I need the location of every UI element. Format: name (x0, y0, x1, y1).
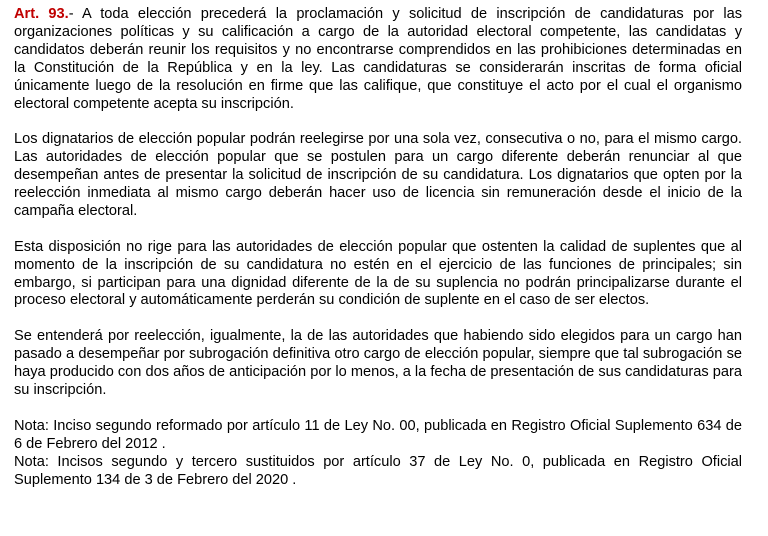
legal-document (14, 6, 742, 489)
article-number-label: Art. 93. (14, 6, 69, 22)
note-2: Nota: Incisos segundo y tercero sustituidos por artículo 37 de Ley No. 0, publicada en Registro Oficial Suplemento 134 de 3 de Febrero del 2020 . (14, 453, 742, 488)
article-paragraph-1 (14, 6, 742, 113)
notes-block (14, 418, 742, 490)
article-intro-text: - A toda elección precederá la proclamación y solicitud de inscripción de candidaturas por las organizaciones políticas y su calificación a cargo de la autoridad electoral competente, las candidatas y candidatos deberán reunir los requisitos y no encontrarse comprendidos en las prohibiciones determinadas en la Constitución de la República y en la ley. Las candidaturas se considerarán inscritas de forma oficial únicamente luego de la resolución en firme que las califique, que constituye el acto por el cual el organismo electoral competente acepta su inscripción. (14, 6, 742, 112)
note-1: Nota: Inciso segundo reformado por artículo 11 de Ley No. 00, publicada en Registro Oficial Suplemento 634 de 6 de Febrero del 2012 . (14, 417, 742, 452)
article-paragraph-2: Los dignatarios de elección popular podrán reelegirse por una sola vez, consecutiva o no, para el mismo cargo. Las autoridades de elección popular que se postulen para un cargo diferente deberán renunciar al que desempeñan antes de presentar la solicitud de inscripción de su candidatura. Los dignatarios que opten por la reelección inmediata al mismo cargo deberán hacer uso de licencia sin remuneración desde el inicio de la campaña electoral. (14, 131, 742, 219)
article-paragraph-3: Esta disposición no rige para las autoridades de elección popular que ostenten la calidad de suplentes que al momento de la inscripción de su candidatura no estén en el ejercicio de las funciones de principales; sin embargo, si participan para una dignidad diferente de la de su suplencia no podrán principalizarse durante el proceso electoral y automáticamente perderán su condición de suplente en el caso de ser electos. (14, 238, 742, 309)
article-paragraph-4: Se entenderá por reelección, igualmente, la de las autoridades que habiendo sido elegidos para un cargo han pasado a desempeñar por subrogación definitiva otro cargo de elección popular, siempre que tal subrogación se haya producido con dos años de anticipación por lo menos, a la fecha de presentación de sus candidaturas para su inscripción. (14, 328, 742, 398)
